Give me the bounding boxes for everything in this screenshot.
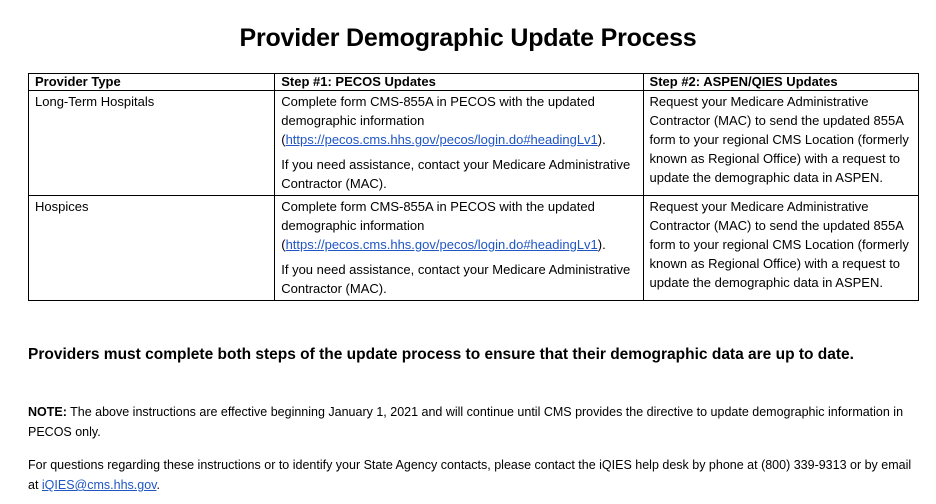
header-provider-type: Provider Type — [29, 74, 275, 91]
provider-type-cell: Hospices — [29, 196, 275, 301]
provider-type-cell: Long-Term Hospitals — [29, 91, 275, 196]
table-row — [29, 196, 919, 301]
header-step1: Step #1: PECOS Updates — [275, 74, 643, 91]
table-header-row — [29, 74, 919, 91]
step1-instructions — [281, 197, 636, 254]
pecos-link[interactable]: https://pecos.cms.hhs.gov/pecos/login.do#headingLv1 — [285, 132, 598, 147]
step1-instructions — [281, 92, 636, 149]
contact-suffix: . — [156, 478, 160, 492]
step1-text: Complete form CMS-855A in PECOS with the updated demographic information ( — [281, 94, 595, 147]
step2-cell: Request your Medicare Administrative Contractor (MAC) to send the updated 855A form to your regional CMS Location (formerly known as Regional Office) with a request to update the demographic data in ASPEN. — [643, 91, 918, 196]
step1-cell — [275, 91, 643, 196]
note-text: The above instructions are effective beginning January 1, 2021 and will continue until CMS provides the directive to update demographic information in PECOS only. — [28, 405, 904, 439]
contact-text: For questions regarding these instructions or to identify your State Agency contacts, please contact the iQIES help desk by phone at (800) 339-9313 or by email at — [28, 458, 912, 492]
table-row — [29, 91, 919, 196]
step1-text-end: ). — [597, 237, 606, 252]
update-process-table — [28, 73, 919, 301]
step1-text-end: ). — [597, 132, 606, 147]
step1-cell — [275, 196, 643, 301]
page-title: Provider Demographic Update Process — [239, 24, 697, 52]
step1-assistance: If you need assistance, contact your Medicare Administrative Contractor (MAC). — [281, 262, 631, 296]
step1-text: Complete form CMS-855A in PECOS with the updated demographic information ( — [281, 199, 595, 252]
header-step2: Step #2: ASPEN/QIES Updates — [643, 74, 918, 91]
step2-cell: Request your Medicare Administrative Contractor (MAC) to send the updated 855A form to your regional CMS Location (formerly known as Regional Office) with a request to update the demographic data in ASPEN. — [643, 196, 918, 301]
step1-assistance: If you need assistance, contact your Medicare Administrative Contractor (MAC). — [281, 157, 631, 191]
email-link[interactable]: iQIES@cms.hhs.gov — [41, 478, 157, 492]
emphasis-statement: Providers must complete both steps of the update process to ensure that their demographic data are up to date. — [28, 346, 854, 363]
contact-paragraph — [28, 455, 918, 495]
note-paragraph — [28, 402, 918, 442]
pecos-link[interactable]: https://pecos.cms.hhs.gov/pecos/login.do#headingLv1 — [285, 237, 598, 252]
note-label: NOTE: — [28, 405, 67, 419]
